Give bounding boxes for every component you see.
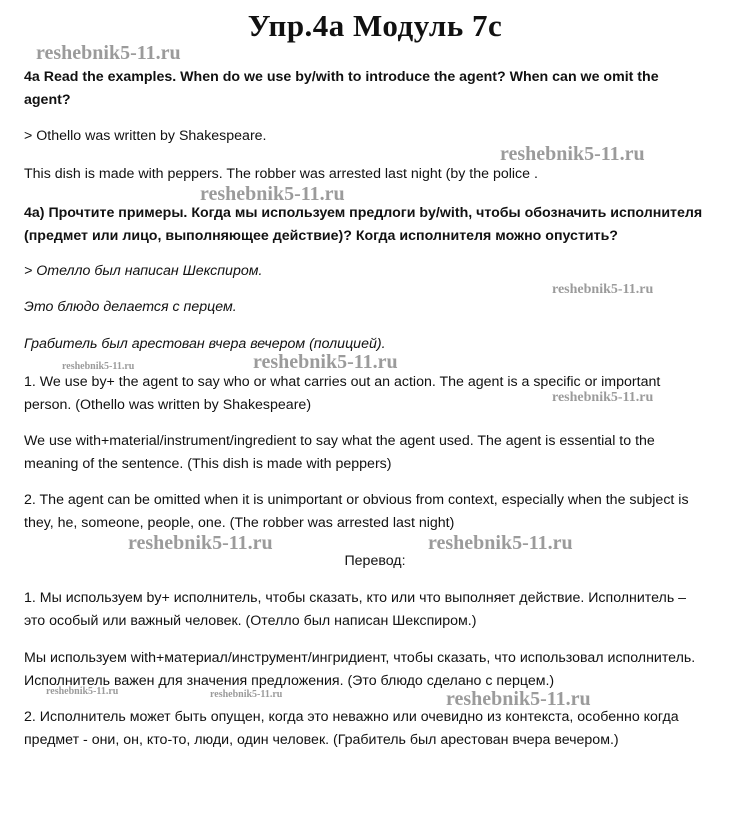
task-english: 4a Read the examples. When do we use by/with to introduce the agent? When can we omit the agent? bbox=[24, 69, 659, 108]
watermark: reshebnik5-11.ru bbox=[500, 143, 645, 165]
watermark: reshebnik5-11.ru bbox=[428, 532, 573, 554]
answer-with-material: We use with+material/instrument/ingredient to say what the agent used. The agent is essential to the meaning of the sentence. (This dish is made with peppers) bbox=[24, 433, 655, 472]
translation-by-agent: 1. Мы используем by+ исполнитель, чтобы сказать, кто или что выполняет действие. Исполнитель – это особый или важный человек. (Отелло был написан Шекспиром.) bbox=[24, 590, 687, 629]
ru-example-othello: > Отелло был написан Шекспиром. bbox=[24, 263, 263, 279]
page-title: Упр.4а Модуль 7с bbox=[247, 8, 503, 43]
watermark: reshebnik5-11.ru bbox=[210, 689, 283, 700]
watermark: reshebnik5-11.ru bbox=[128, 532, 273, 554]
watermark: reshebnik5-11.ru bbox=[552, 282, 654, 297]
watermark: reshebnik5-11.ru bbox=[200, 183, 345, 205]
ru-example-dish: Это блюдо делается с перцем. bbox=[24, 299, 237, 315]
watermark: reshebnik5-11.ru bbox=[36, 42, 181, 64]
task-russian: 4а) Прочтите примеры. Когда мы используем предлоги by/with, чтобы обозначить исполнителя (предмет или лицо, выполняющее действие)? Когда исполнителя можно опустить? bbox=[24, 205, 703, 244]
translation-omit-agent: 2. Исполнитель может быть опущен, когда это неважно или очевидно из контекста, особенно когда предмет - они, он, кто-то, люди, один человек. (Грабитель был арестован вчера вечером.) bbox=[24, 709, 679, 748]
ru-example-robber: Грабитель был арестован вчера вечером (полицией). bbox=[24, 336, 386, 352]
answer-by-agent: 1. We use by+ the agent to say who or what carries out an action. The agent is a specific or important person. (Othello was written by Shakespeare) bbox=[24, 374, 661, 413]
example-dish-robber: This dish is made with peppers. The robber was arrested last night (by the police . bbox=[24, 166, 538, 182]
watermark: reshebnik5-11.ru bbox=[253, 351, 398, 373]
watermark: reshebnik5-11.ru bbox=[552, 390, 654, 405]
watermark: reshebnik5-11.ru bbox=[62, 361, 135, 372]
answer-omit-agent: 2. The agent can be omitted when it is unimportant or obvious from context, especially when the subject is they, he, someone, people, one. (The robber was arrested last night) bbox=[24, 492, 689, 531]
translation-with-material: Мы используем with+материал/инструмент/ингридиент, чтобы сказать, что использовал исполнитель. Исполнитель важен для значения предложения. (Это блюдо сделано с перцем.) bbox=[24, 650, 696, 689]
translation-heading: Перевод: bbox=[344, 553, 406, 569]
example-othello: > Othello was written by Shakespeare. bbox=[24, 128, 267, 144]
watermark: reshebnik5-11.ru bbox=[446, 688, 591, 710]
watermark: reshebnik5-11.ru bbox=[46, 686, 119, 697]
